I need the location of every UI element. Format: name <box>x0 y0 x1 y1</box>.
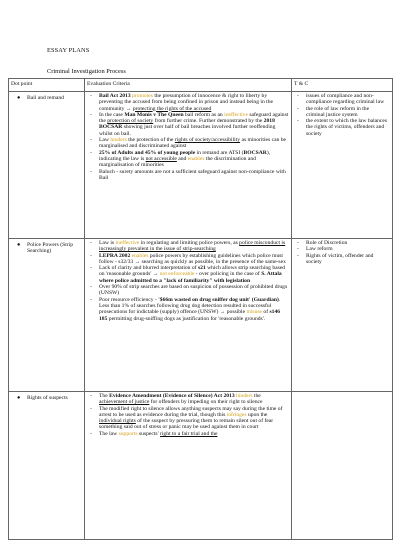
evaluation-list <box>87 240 289 322</box>
evaluation-list <box>87 393 289 437</box>
text-run: misuse <box>246 309 263 316</box>
text-run: LEPRA 2002 <box>99 252 131 259</box>
text-run: supports <box>118 430 138 437</box>
text-run: The <box>99 393 110 399</box>
text-run: right to a fair trial and the <box>160 430 218 437</box>
text-run: enables <box>187 155 205 162</box>
tc-cell <box>292 92 393 239</box>
list-item <box>99 150 289 169</box>
text-run: promotes <box>132 93 153 99</box>
column-header-dot-point: Dot point <box>9 79 85 92</box>
table-row <box>9 392 393 540</box>
list-item <box>99 240 289 253</box>
list-item: - the extent to which the law balances the rights of victims, offenders and society <box>306 118 390 137</box>
text-run: BOCSAR <box>243 149 267 156</box>
text-run: rights of society/accessibility <box>174 137 241 144</box>
text-run: suspects' <box>137 430 160 437</box>
text-run: of <box>262 309 270 316</box>
list-item <box>99 253 289 266</box>
text-run: as minorities can be marginalised and discriminated against <box>99 137 287 150</box>
column-header-evaluation: Evaluation Criteria <box>85 79 292 92</box>
text-run: which allows strip searching based on 'reasonable grounds' → <box>99 265 286 278</box>
text-run: protection of society <box>107 118 154 125</box>
text-run: police powers by establishing guidelines which police must follow - s32/33 → searching as quickly as possible, in the presence of the same-sex <box>99 252 286 265</box>
evaluation-cell <box>85 392 292 540</box>
evaluation-list <box>87 93 289 181</box>
list-item: - Role of Discretion <box>306 240 390 246</box>
text-run: s21 <box>197 265 206 272</box>
text-run: permitting drug-sniffing dogs as justification for 'reasonable grounds'. <box>107 315 266 322</box>
text-run: not accessible <box>145 155 177 162</box>
text-run: of the suspect by pressuring them to remain silent out of fear something said out of stress or panic may be used against them in court <box>99 418 274 431</box>
list-item <box>99 297 289 322</box>
dot-point-label: Rights of suspects <box>27 395 68 401</box>
list-item <box>99 265 289 284</box>
text-run: in regulating and limiting police powers, as <box>139 240 240 246</box>
list-item: - Law reform <box>306 246 390 252</box>
essay-title: ESSAY PLANS <box>47 47 90 54</box>
text-run: '$66m wasted on drug sniffer dog unit' (Guardian) <box>158 296 279 303</box>
text-run: . Less than 1% of searches following drug dog detection resulted in successful prosecutions for indictable (supply) offence (UNSW) → possible <box>99 296 281 316</box>
text-run: the presumption of innocence & right to liberty by preventing the accused from being confined in prison and instead being in the community → <box>99 93 273 112</box>
text-run: bail reform as an <box>183 111 225 118</box>
tc-list <box>294 93 390 137</box>
text-run: ineffective <box>115 240 140 246</box>
bullet-icon: ● <box>17 95 21 101</box>
table-row <box>9 92 393 239</box>
list-item: - issues of compliance and non-compliance regarding criminal law <box>306 93 390 106</box>
list-item <box>99 169 289 182</box>
evaluation-cell <box>85 239 292 392</box>
text-run: The modified right to silence allows anything suspects may say during the time of arrest to be used as evidence during the trial, though this <box>99 405 283 418</box>
text-run: police misconduct is increasingly prevalent in the issue of strip-searching <box>99 240 286 253</box>
list-item <box>99 393 289 406</box>
bullet-icon: ● <box>17 395 21 401</box>
text-run: showing just over half of bail breaches involved further reoffending whilst on bail. <box>99 124 276 137</box>
dot-point-cell <box>9 239 85 392</box>
text-run: ), indicating the law is <box>99 149 271 162</box>
text-run: protecting the rights of the accused <box>132 105 212 112</box>
text-run: Over 90% of strip searches are based on suspicion of possession of prohibited drugs (UNSW) <box>99 284 288 297</box>
list-item <box>99 112 289 137</box>
text-run: Lack of clarity and blurred interpretation of <box>99 265 198 272</box>
text-run: Law <box>99 137 111 144</box>
text-run: the protection of the <box>126 137 175 144</box>
text-run: Evidence Amendment (Evidence of Silence) Act 2013 <box>109 393 235 399</box>
list-item <box>99 406 289 431</box>
text-run: S. Attala where police admitted to a "lack of familiarity" with legislation <box>99 271 282 284</box>
text-run: not enforceable <box>159 271 195 278</box>
text-run: Baluch - surety amounts are not a sufficient safeguard against non-compliance with Bail <box>99 168 286 181</box>
dot-point-label: Bail and remand <box>27 95 64 101</box>
section-title: Criminal Investigation Process <box>47 68 126 75</box>
dot-point-cell <box>9 92 85 239</box>
text-run: 2018 BOCSAR <box>99 118 275 131</box>
text-run: ineffective <box>224 111 248 118</box>
dot-point-label: Police Powers (Strip Searching) <box>27 242 73 255</box>
text-run: individual rights <box>99 418 136 425</box>
text-run: Poor resource efficiency - <box>99 296 159 303</box>
list-item <box>99 431 289 437</box>
text-run: 25% of Adults and 45% of young people <box>99 149 196 156</box>
text-run: hinders <box>236 393 253 399</box>
list-item <box>99 93 289 112</box>
text-run: The law <box>99 430 119 437</box>
text-run: the <box>252 393 261 399</box>
text-run: Man Monis v The Queen <box>124 111 184 118</box>
text-run: hinders <box>110 137 127 144</box>
list-item <box>99 137 289 150</box>
text-run: for offenders by impeding on their right to silence <box>149 399 263 406</box>
evaluation-table <box>8 78 393 540</box>
list-item <box>99 284 289 297</box>
evaluation-cell <box>85 92 292 239</box>
table-header-row <box>9 79 393 92</box>
text-run: in remand are ATSI ( <box>195 149 244 156</box>
text-run: Law is <box>99 240 116 246</box>
bullet-icon: ● <box>17 242 21 248</box>
tc-cell <box>292 239 393 392</box>
text-run: Bail Act 2013 <box>99 93 131 99</box>
tc-list <box>294 240 390 265</box>
text-run: infringes <box>226 411 247 418</box>
text-run: the discrimination and marginalisation of minorities <box>99 155 256 169</box>
text-run: enables <box>131 252 149 259</box>
text-run: from further crime. Further demonstrated by the <box>153 118 264 125</box>
text-run: In the case <box>99 111 125 118</box>
text-run: upon the <box>246 411 268 418</box>
text-run: s146 185 <box>99 309 281 322</box>
table-row <box>9 239 393 392</box>
column-header-tc: T & C <box>292 79 393 92</box>
list-item: - the role of law reform in the criminal justice system <box>306 106 390 119</box>
text-run: - over policing in the case of <box>194 271 262 278</box>
text-run: safeguard against the <box>99 111 289 125</box>
text-run: and <box>176 155 188 162</box>
text-run: achievement of justice <box>99 399 150 406</box>
tc-cell <box>292 392 393 540</box>
list-item: - Rights of victim, offender and society <box>306 253 390 266</box>
dot-point-cell <box>9 392 85 540</box>
